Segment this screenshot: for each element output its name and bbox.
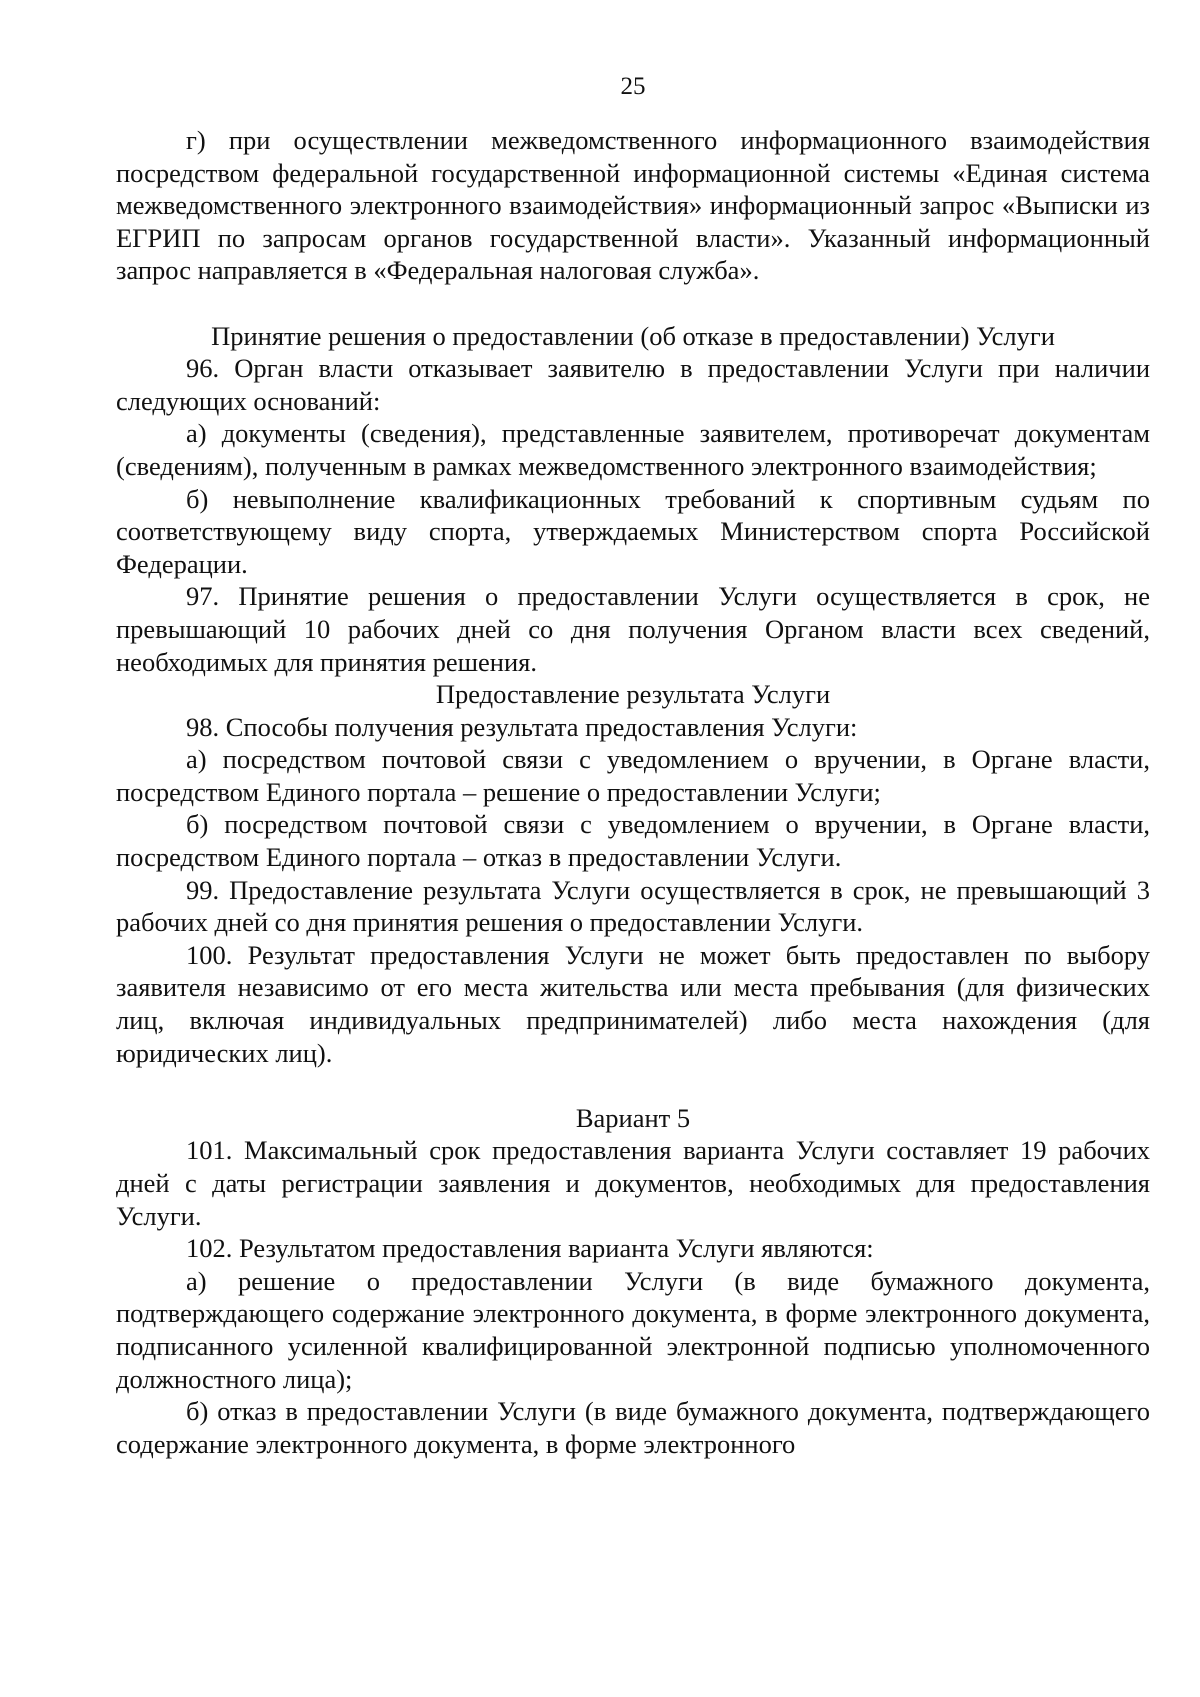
blank-line: [116, 1069, 1150, 1102]
paragraph-98: 98. Способы получения результата предоставления Услуги:: [186, 711, 858, 742]
section-heading-decision: Принятие решения о предоставлении (об отказе в предоставлении) Услуги: [211, 320, 1055, 351]
paragraph-100: 100. Результат предоставления Услуги не может быть предоставлен по выбору заявителя независимо от его места жительства или места пребывания (для физических лиц, включая индивидуальных предпринимателей) либо места нахождения (для юридических лиц).: [116, 939, 1150, 1068]
paragraph-96-a: а) документы (сведения), представленные заявителем, противоречат документам (сведениям), полученным в рамках межведомственного электронного взаимодействия;: [116, 418, 1150, 481]
paragraph-102-a: а) решение о предоставлении Услуги (в виде бумажного документа, подтверждающего содержание электронного документа, в форме электронного документа, подписанного усиленной квалифицированной электронной подписью уполномоченного должностного лица);: [116, 1265, 1150, 1394]
paragraph-97: 97. Принятие решения о предоставлении Услуги осуществляется в срок, не превышающий 10 рабочих дней со дня получения Органом власти всех сведений, необходимых для принятия решения.: [116, 581, 1150, 677]
paragraph-101: 101. Максимальный срок предоставления варианта Услуги составляет 19 рабочих дней с даты регистрации заявления и документов, необходимых для предоставления Услуги.: [116, 1135, 1150, 1231]
paragraph-102: 102. Результатом предоставления варианта Услуги являются:: [186, 1233, 874, 1264]
paragraph-g-interagency-request: г) при осуществлении межведомственного информационного взаимодействия посредством федеральной государственной информационной системы «Единая система межведомственного электронного взаимодействия» информационный запрос «Выписки из ЕГРИП по запросам органов государственной власти». Указанный информационный запрос направляется в «Федеральная налоговая служба».: [116, 125, 1150, 286]
paragraph-99: 99. Предоставление результата Услуги осуществляется в срок, не превышающий 3 рабочих дней со дня принятия решения о предоставлении Услуги.: [116, 874, 1150, 938]
section-heading-variant-5: Вариант 5: [575, 1102, 691, 1133]
blank-line: [116, 287, 1150, 320]
document-body: [116, 124, 1150, 1460]
paragraph-102-b: б) отказ в предоставлении Услуги (в виде бумажного документа, подтверждающего содержание электронного документа, в форме электронного: [116, 1396, 1150, 1459]
paragraph-98-a: а) посредством почтовой связи с уведомлением о вручении, в Органе власти, посредством Единого портала – решение о предоставлении Услуги;: [116, 744, 1150, 807]
paragraph-96-b: б) невыполнение квалификационных требований к спортивным судьям по соответствующему виду спорта, утверждаемых Министерством спорта Российской Федерации.: [116, 483, 1150, 579]
paragraph-96: 96. Орган власти отказывает заявителю в предоставлении Услуги при наличии следующих оснований:: [116, 353, 1150, 416]
paragraph-98-b: б) посредством почтовой связи с уведомлением о вручении, в Органе власти, посредством Единого портала – отказ в предоставлении Услуги.: [116, 809, 1150, 873]
page-number: 25: [620, 73, 646, 100]
section-heading-result: Предоставление результата Услуги: [435, 679, 831, 710]
